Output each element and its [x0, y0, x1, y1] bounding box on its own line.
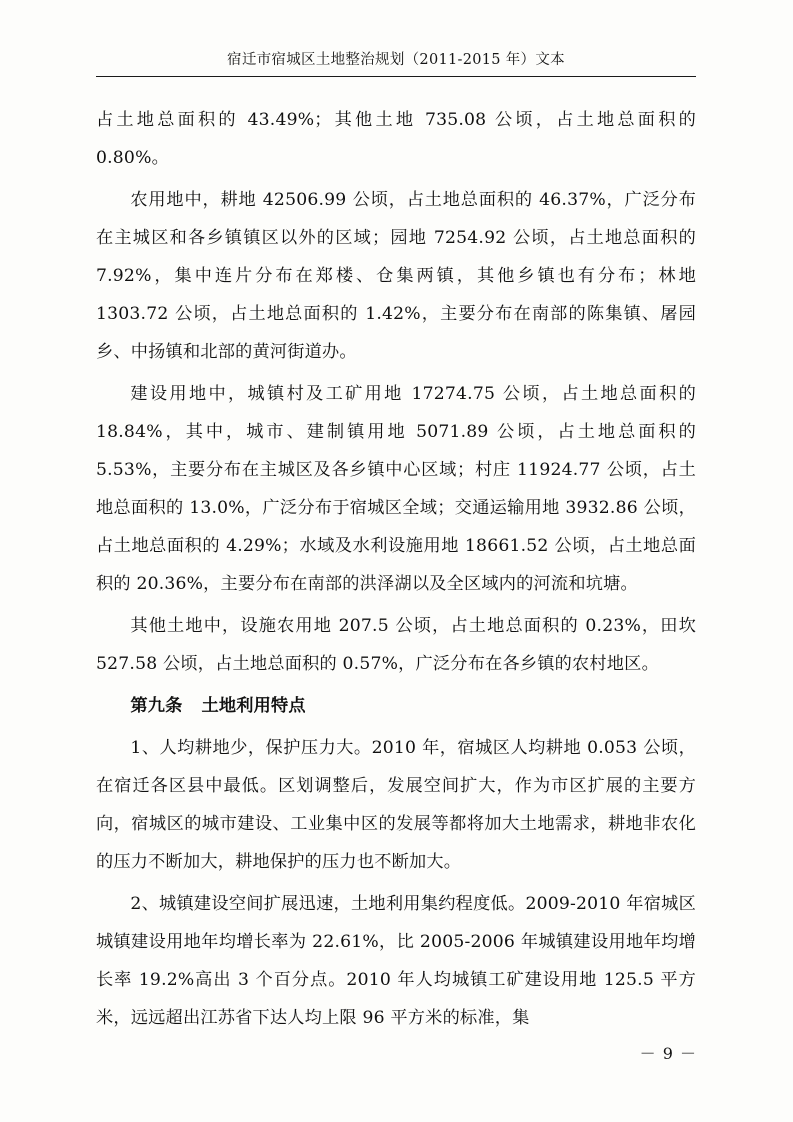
header-divider: [96, 76, 696, 77]
page-number: － 9 －: [639, 1044, 697, 1063]
paragraph: 占土地总面积的 43.49%；其他土地 735.08 公顷，占土地总面积的 0.80%。: [96, 110, 696, 168]
page-content: [96, 48, 696, 1041]
paragraph: 1、人均耕地少，保护压力大。2010 年，宿城区人均耕地 0.053 公顷，在宿迁各区县中最低。区划调整后，发展空间扩大，作为市区扩展的主要方向，宿城区的城市建设、工业集中区的发展等都将加大土地需求，耕地非农化的压力不断加大，耕地保护的压力也不断加大。: [96, 738, 696, 872]
paragraph: 其他土地中，设施农用地 207.5 公顷，占土地总面积的 0.23%，田坎 527.58 公顷，占土地总面积的 0.57%，广泛分布在各乡镇的农村地区。: [96, 616, 696, 674]
document-body: [96, 101, 696, 1037]
section-heading: [96, 687, 696, 725]
page-header-title: 宿迁市宿城区土地整治规划（2011-2015 年）文本: [227, 52, 565, 68]
section-heading-number: 第九条: [130, 696, 183, 716]
paragraph: 建设用地中，城镇村及工矿用地 17274.75 公顷，占土地总面积的 18.84%，其中，城市、建制镇用地 5071.89 公顷，占土地总面积的 5.53%，主要分布在主城区及各乡镇中心区域；村庄 11924.77 公顷，占土地总面积的 13.0%，广泛分布于宿城区全域；交通运输用地 3932.86 公顷，占土地总面积的 4.29%；水域及水利设施用地 18661.52 公顷，占土地总面积的 20.36%，主要分布在南部的洪泽湖以及全区域内的河流和坑塘。: [96, 384, 696, 594]
paragraph: 农用地中，耕地 42506.99 公顷，占土地总面积的 46.37%，广泛分布在主城区和各乡镇镇区以外的区域；园地 7254.92 公顷，占土地总面积的 7.92%，集中连片分布在郑楼、仓集两镇，其他乡镇也有分布；林地 1303.72 公顷，占土地总面积的 1.42%，主要分布在南部的陈集镇、屠园乡、中扬镇和北部的黄河街道办。: [96, 190, 696, 362]
section-heading-title: 土地利用特点: [201, 696, 306, 716]
paragraph: 2、城镇建设空间扩展迅速，土地利用集约程度低。2009-2010 年宿城区城镇建设用地年均增长率为 22.61%，比 2005-2006 年城镇建设用地年均增长率 19.2%高出 3 个百分点。2010 年人均城镇工矿建设用地 125.5 平方米，远远超出江苏省下达人均上限 96 平方米的标准，集: [96, 894, 696, 1028]
